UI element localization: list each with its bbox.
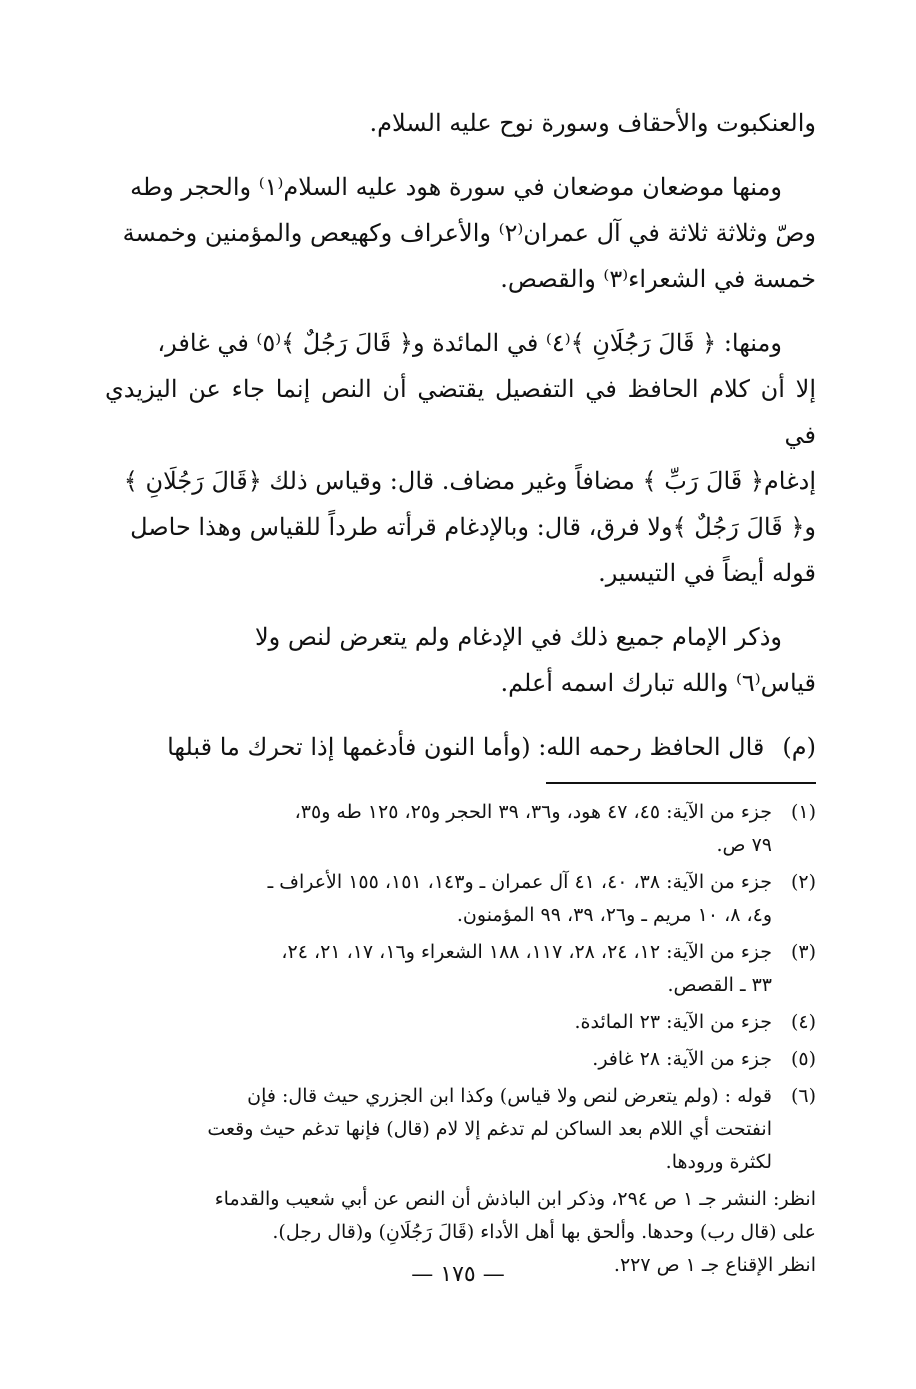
footnote-number: (٥) [790, 1048, 816, 1070]
footnote-number: (١) [790, 801, 816, 823]
footnotes [105, 796, 816, 1282]
footnote-separator-wrap [105, 770, 816, 796]
footnote-line: جزء من الآية: ١٢، ٢٤، ٢٨، ١١٧، ١٨٨ الشعراء و١٦، ١٧، ٢١، ٢٤، [281, 941, 772, 963]
commentary-marker-label: (م) [782, 733, 816, 761]
text-line: ومنها: ﴿ قَالَ رَجُلَانِ ﴾⁽٤⁾ في المائدة و﴿ قَالَ رَجُلٌ ﴾⁽٥⁾ في غافر، [157, 329, 782, 357]
note-line: على (قال رب) وحدها. وألحق بها أهل الأداء (قَالَ رَجُلَانِ) و(قال رجل). [272, 1221, 816, 1243]
footnote-body [105, 1006, 772, 1039]
paragraph-4 [105, 614, 816, 706]
footnote-line: جزء من الآية: ٢٨ غافر. [592, 1048, 772, 1070]
footnote-1 [105, 796, 816, 862]
footnote-separator-rule [546, 782, 816, 784]
footnote-body [105, 1043, 772, 1076]
text-line: و﴿ قَالَ رَجُلٌ ﴾ولا فرق، قال: وبالإدغام قرأته طرداً للقياس وهذا حاصل [130, 513, 816, 541]
page [105, 100, 816, 1389]
footnote-line: جزء من الآية: ٣٨، ٤٠، ٤١ آل عمران ـ و١٤٣، ١٥١، ١٥٥ الأعراف ـ [267, 871, 772, 893]
text-line: والعنكبوت والأحقاف وسورة نوح عليه السلام. [369, 109, 816, 137]
footnote-body [105, 866, 772, 932]
footnote-line: انفتحت أي اللام بعد الساكن لم تدغم إلا لام (قال) فإنها تدغم حيث وقعت [207, 1118, 772, 1140]
footnote-line: ٧٩ ص. [716, 834, 772, 856]
footnote-body [105, 1080, 772, 1179]
footnote-line: قوله : (ولم يتعرض لنص ولا قياس) وكذا ابن الجزري حيث قال: فإن [247, 1085, 772, 1107]
footnote-6 [105, 1080, 816, 1179]
footnote-number: (٤) [790, 1011, 816, 1033]
footnote-5 [105, 1043, 816, 1076]
footnote-line: جزء من الآية: ٤٥، ٤٧ هود، و٣٦، ٣٩ الحجر و٢٥، ١٢٥ طه و٣٥، [294, 801, 772, 823]
commentary-marker-line [105, 724, 816, 770]
text-line: إدغام﴿ قَالَ رَبِّ ﴾ مضافاً وغير مضاف. قال: وقياس ذلك ﴿قَالَ رَجُلَانِ ﴾ [123, 467, 816, 495]
note-line: انظر: النشر جـ ١ ص ٢٩٤، وذكر ابن الباذش أن النص عن أبي شعيب والقدماء [214, 1188, 816, 1210]
paragraph-3 [105, 320, 816, 596]
footnote-3 [105, 936, 816, 1002]
text-line: ومنها موضعان موضعان في سورة هود عليه السلام⁽١⁾ والحجر وطه [130, 173, 782, 201]
footnote-2 [105, 866, 816, 932]
text-line: وصّ وثلاثة ثلاثة في آل عمران⁽٢⁾ والأعراف وكهيعص والمؤمنين وخمسة [122, 219, 816, 247]
footnote-line: ٣٣ ـ القصص. [667, 974, 772, 996]
main-text [105, 100, 816, 770]
footnote-line: لكثرة ورودها. [665, 1151, 772, 1173]
text-line: خمسة في الشعراء⁽٣⁾ والقصص. [500, 265, 816, 293]
footnote-line: و٤، ٨، ١٠ مريم ـ و٢٦، ٣٩، ٩٩ المؤمنون. [456, 904, 772, 926]
footnote-4 [105, 1006, 816, 1039]
paragraph-2 [105, 164, 816, 302]
text-line: قياس⁽٦⁾ والله تبارك اسمه أعلم. [500, 669, 816, 697]
footnote-body [105, 936, 772, 1002]
text-line: قوله أيضاً في التيسير. [598, 559, 816, 587]
page-number: — ١٧٥ — [411, 1262, 505, 1287]
footnote-number: (٢) [790, 871, 816, 893]
note-line: انظر الإقناع جـ ١ ص ٢٢٧. [613, 1254, 816, 1276]
text-line: وذكر الإمام جميع ذلك في الإدغام ولم يتعرض لنص ولا [254, 623, 782, 651]
footnote-body [105, 796, 772, 862]
text-line: إلا أن كلام الحافظ في التفصيل يقتضي أن النص إنما جاء عن اليزيدي في [105, 375, 816, 449]
footnote-number: (٦) [790, 1085, 816, 1107]
footnote-line: جزء من الآية: ٢٣ المائدة. [574, 1011, 772, 1033]
footnote-number: (٣) [790, 941, 816, 963]
commentary-marker-text: قال الحافظ رحمه الله: (وأما النون فأدغمها إذا تحرك ما قبلها [167, 733, 765, 761]
paragraph-1 [105, 100, 816, 146]
